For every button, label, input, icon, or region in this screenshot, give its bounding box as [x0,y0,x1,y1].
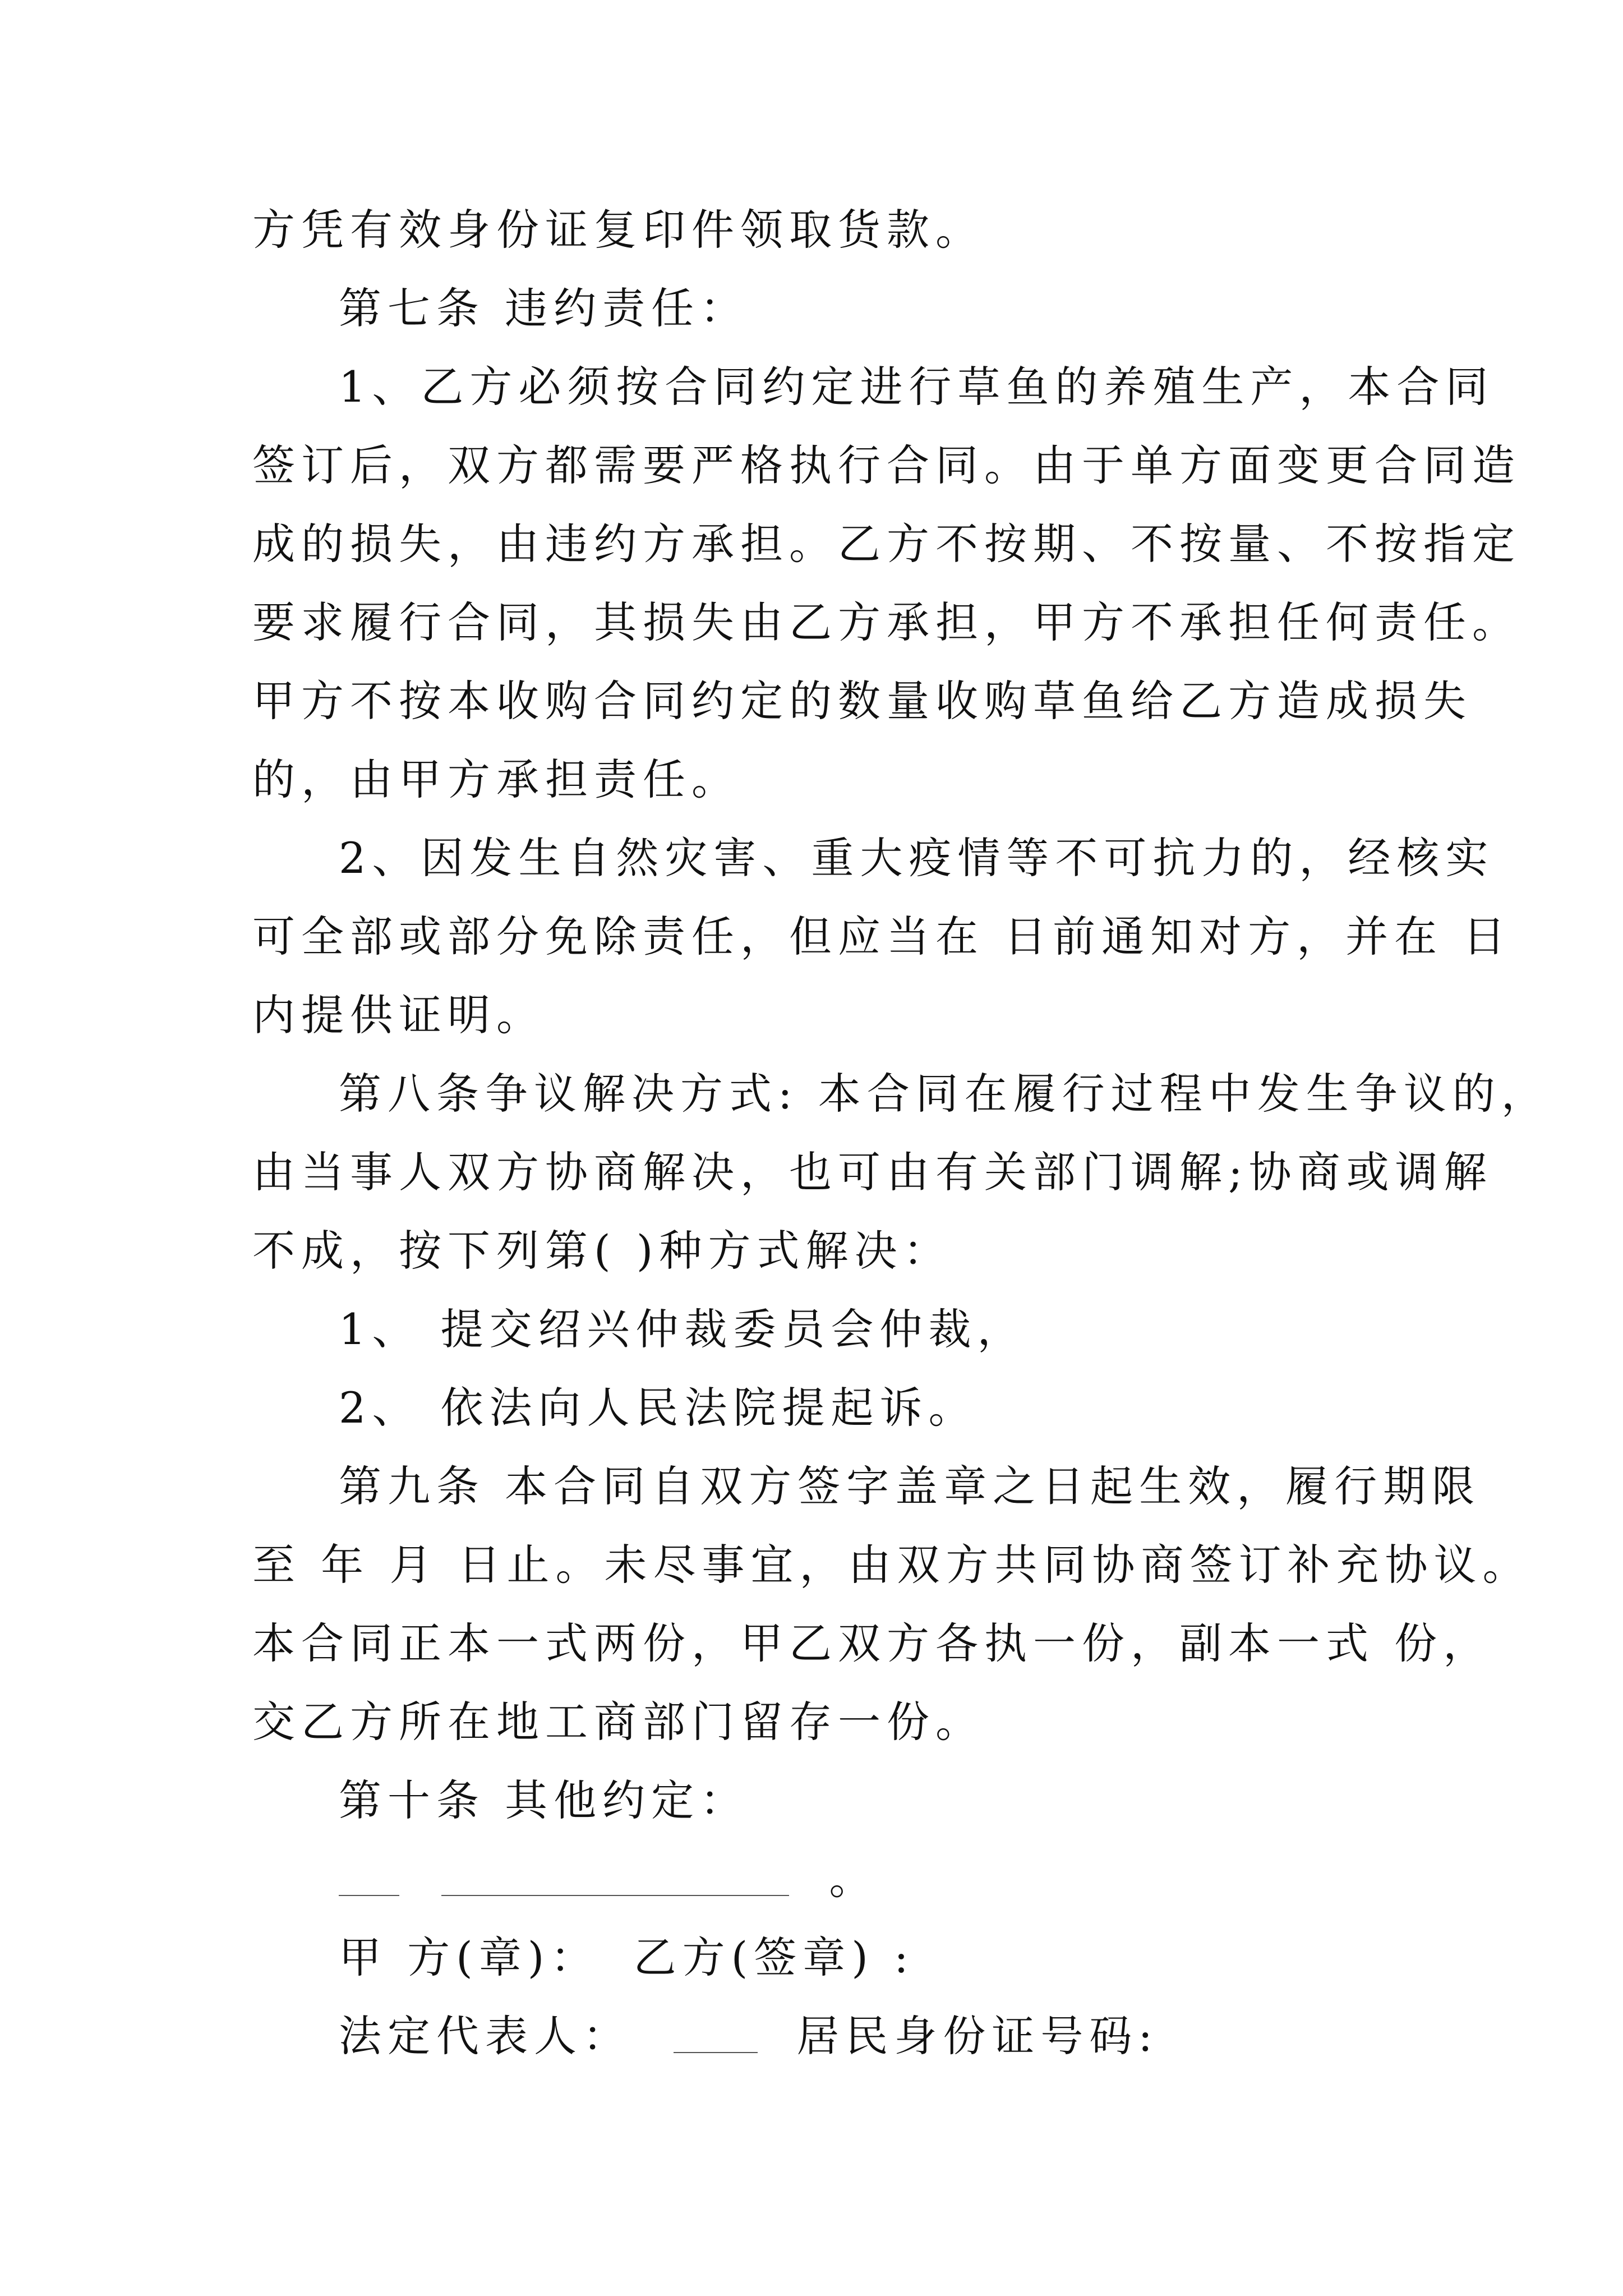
list-item: 2、 依法向人民法院提起诉。 [339,1383,978,1433]
paragraph-line: 成的损失，由违约方承担。乙方不按期、不按量、不按指定 [252,519,1521,569]
party-b-seal-label: 乙方(签章) : [633,1932,915,1982]
legal-rep-row [339,2008,1516,2064]
party-a-seal-label: 甲 方(章)： [339,1932,600,1982]
paragraph-line: 的，由甲方承担责任。 [252,754,740,804]
blank-line-end-mark: 。 [829,1854,878,1904]
legal-rep-label: 法定代表人： [339,2011,631,2061]
other-agreement-blank-line [339,1851,1516,1907]
legal-rep-blank-underline [674,2052,758,2053]
paragraph-line: 可全部或部分免除责任，但应当在 日前通知对方，并在 日 [252,912,1512,961]
blank-underline-short [339,1895,399,1896]
list-item: 1、 提交绍兴仲裁委员会仲裁， [339,1304,1026,1354]
blank-underline-long [441,1895,789,1896]
paragraph-line: 甲方不按本收购合同约定的数量收购草鱼给乙方造成损失 [252,676,1472,726]
paragraph-line: 由当事人双方协商解决，也可由有关部门调解;协商或调解 [252,1147,1493,1197]
article-9-heading: 第九条 本合同自双方签字盖章之日起生效，履行期限 [339,1461,1481,1511]
paragraph-line: 内提供证明。 [252,990,545,1040]
paragraph-line: 至 年 月 日止。未尽事宜，由双方共同协商签订补充协议。 [252,1540,1532,1590]
paragraph-line: 签订后，双方都需要严格执行合同。由于单方面变更合同造 [252,440,1521,490]
paragraph-line: 本合同正本一式两份，甲乙双方各执一份，副本一式 份， [252,1618,1492,1668]
paragraph-line: 不成，按下列第( )种方式解决： [252,1226,952,1276]
article-7-heading: 第七条 违约责任： [339,283,749,333]
article-8-heading: 第八条争议解决方式: 本合同在履行过程中发生争议的， [339,1069,1550,1119]
paragraph-line: 2、因发生自然灾害、重大疫情等不可抗力的，经核实 [339,833,1495,883]
article-10-heading: 第十条 其他约定： [339,1775,749,1825]
paragraph-line: 交乙方所在地工商部门留存一份。 [252,1697,984,1747]
id-number-label: 居民身份证号码: [796,2011,1159,2061]
paragraph-line: 方凭有效身份证复印件领取货款。 [252,205,984,255]
signature-row [339,1930,1516,1986]
paragraph-line: 要求履行合同，其损失由乙方承担，甲方不承担任何责任。 [252,597,1521,647]
paragraph-line: 1、乙方必须按合同约定进行草鱼的养殖生产，本合同 [339,362,1495,412]
